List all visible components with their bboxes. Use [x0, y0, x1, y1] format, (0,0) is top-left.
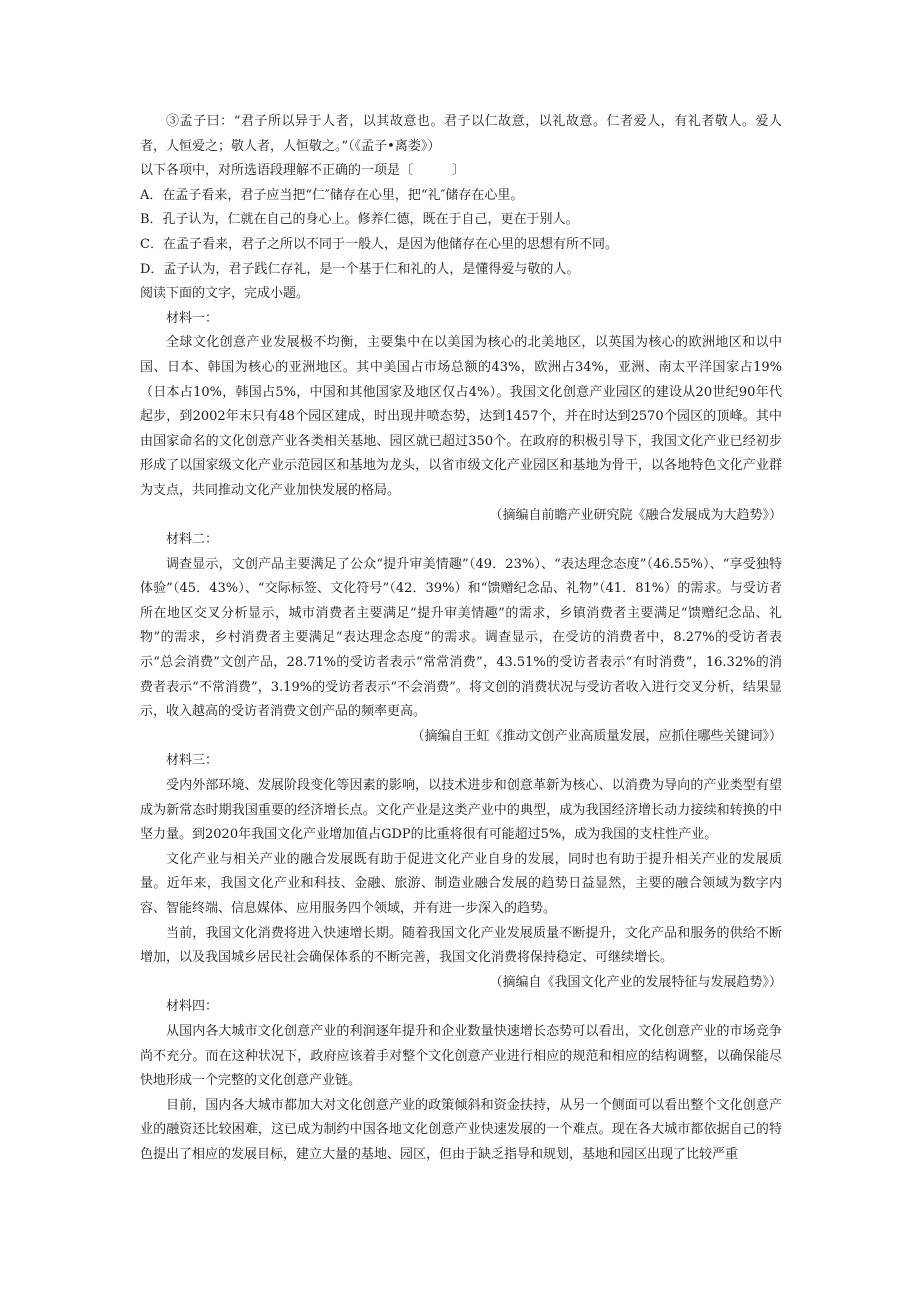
material-2-label: 材料二： [166, 532, 219, 548]
material-4-label: 材料四： [166, 999, 219, 1015]
material-1-paragraph: 全球文化创意产业发展极不均衡，主要集中在以美国为核心的北美地区，以英国为核心的欧洲地区和以中国、日本、韩国为核心的亚洲地区。其中美国占市场总额的43%，欧洲占34%，亚洲、南太平洋国家占19%（日本占10%，韩国占5%，中国和其他国家及地区仅占4%）。我国文化创意产业园区的建设从20世纪90年代起步，到2002年末只有48个园区建成，时出现井喷态势，达到1457个，并在时达到2570个园区的顶峰。其中由国家命名的文化创意产业各类相关基地、园区就已超过350个。在政府的积极引导下，我国文化产业已经初步形成了以国家级文化产业示范园区和基地为龙头，以省市级文化产业园区和基地为骨干，以各地特色文化产业群为支点，共同推动文化产业加快发展的格局。 [140, 335, 782, 498]
option-d: D．孟子认为，君子践仁存礼，是一个基于仁和礼的人，是懂得爱与敬的人。 [140, 261, 580, 277]
material-4-paragraph-1: 从国内各大城市文化创意产业的利润逐年提升和企业数量快速增长态势可以看出，文化创意产业的市场竞争尚不充分。而在这种状况下，政府应该着手对整个文化创意产业进行相应的规范和相应的结构调整，以确保能尽快地形成一个完整的文化创意产业链。 [140, 1023, 782, 1089]
option-a: A．在孟子看来，君子应当把“仁″储存在心里，把“礼″储存在心里。 [140, 187, 524, 203]
material-3-paragraph-3: 当前，我国文化消费将进入快速增长期。随着我国文化产业发展质量不断提升，文化产品和服务的供给不断增加，以及我国城乡居民社会确保体系的不断完善，我国文化消费将保持稳定、可继续增长。 [140, 925, 782, 966]
option-c: C．在孟子看来，君子之所以不同于一般人，是因为他储存在心里的思想有所不同。 [140, 236, 618, 252]
material-3-label: 材料三： [166, 753, 219, 769]
quote-paragraph: ③孟子曰：“君子所以异于人者，以其故意也。君子以仁故意，以礼故意。仁者爱人，有礼者敬人。爱人者，人恒爱之；敬人者，人恒敬之。”（《孟子•离娄》） [140, 114, 782, 154]
option-b: B．孔子认为，仁就在自己的身心上。修养仁德，既在于自己，更在于别人。 [140, 212, 579, 228]
question-stem: 以下各项中，对所选语段理解不正确的一项是〔 〕 [140, 163, 466, 179]
material-1-label: 材料一： [166, 310, 219, 326]
material-2-source: （摘编自王虹《推动文创产业高质量发展，应抓住哪些关键词》） [411, 728, 782, 744]
document-page [140, 110, 782, 1168]
material-1-source: （摘编自前瞻产业研究院《融合发展成为大趋势》） [489, 507, 782, 523]
material-4-paragraph-2: 目前，国内各大城市都加大对文化创意产业的政策倾斜和资金扶持，从另一个侧面可以看出整个文化创意产业的融资还比较困难，这已成为制约中国各地文化创意产业快速发展的一个难点。现在各大城市都依据自己的特色提出了相应的发展目标，建立大量的基地、园区，但由于缺乏指导和规划，基地和园区出现了比较严重 [140, 1097, 782, 1162]
material-3-paragraph-2: 文化产业与相关产业的融合发展既有助于促进文化产业自身的发展，同时也有助于提升相关产业的发展质量。近年来，我国文化产业和科技、金融、旅游、制造业融合发展的趋势日益显然，主要的融合领域为数字内容、智能终端、信息媒体、应用服务四个领域，并有进一步深入的趋势。 [140, 851, 782, 916]
material-3-paragraph-1: 受内外部环境、发展阶段变化等因素的影响，以技术进步和创意革新为核心、以消费为导向的产业类型有望成为新常态时期我国重要的经济增长点。文化产业是这类产业中的典型，成为我国经济增长动力接续和转换的中坚力量。到2020年我国文化产业增加值占GDP的比重将很有可能超过5%，成为我国的支柱性产业。 [140, 778, 782, 843]
reading-instruction: 阅读下面的文字，完成小题。 [140, 286, 310, 302]
material-3-source: （摘编自《我国文化产业的发展特征与发展趋势》） [489, 974, 782, 990]
material-2-paragraph: 调查显示，文创产品主要满足了公众“提升审美情趣”（49．23%）、“表达理念态度”（46.55%）、“享受独特体验”（45．43%）、“交际标签、文化符号”（42．39%）和“馈赠纪念品、礼物”（41．81%）的需求。与受访者所在地区交叉分析显示，城市消费者主要满足“提升审美情趣”的需求，乡镇消费者主要满足“馈赠纪念品、礼物”的需求，乡村消费者主要满足“表达理念态度”的需求。调查显示，在受访的消费者中，8.27%的受访者表示“总会消费”文创产品，28.71%的受访者表示“常常消费”，43.51%的受访者表示“有时消费”，16.32%的消费者表示“不常消费”，3.19%的受访者表示“不会消费”。将文创的消费状况与受访者收入进行交叉分析，结果显示，收入越高的受访者消费文创产品的频率更高。 [140, 556, 782, 720]
